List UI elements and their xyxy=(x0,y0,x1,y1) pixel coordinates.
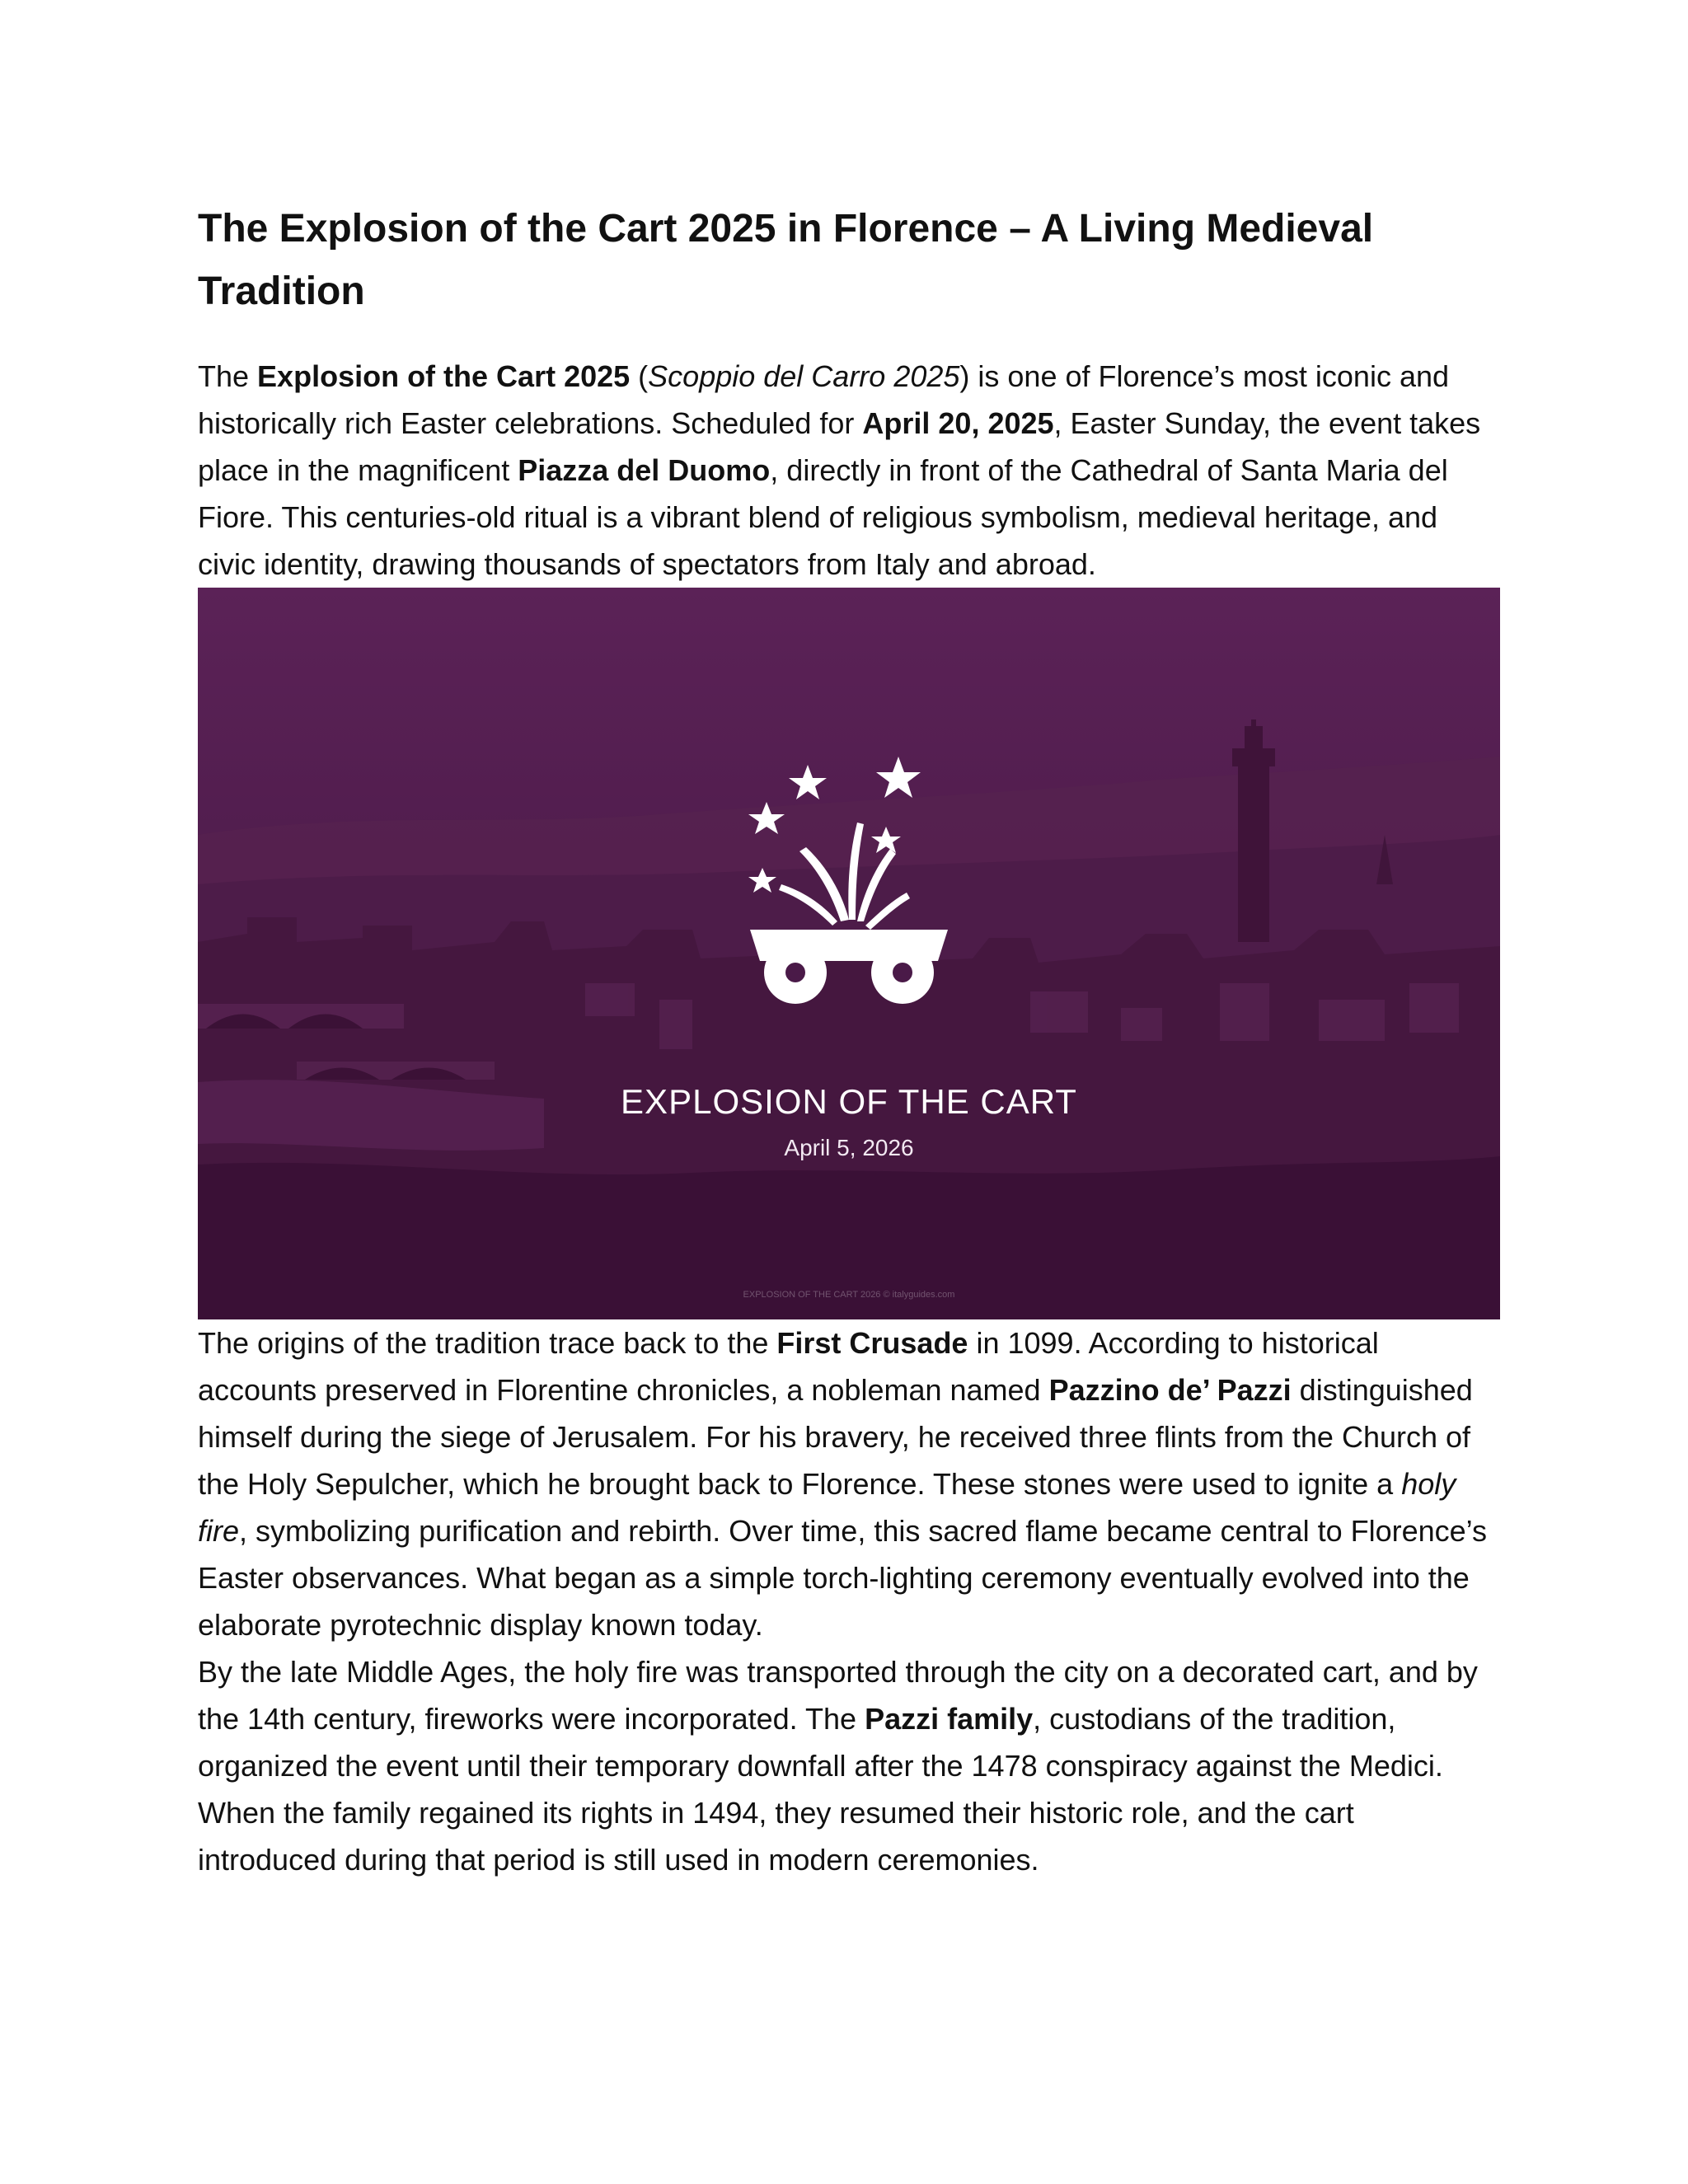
fireworks-cart-icon xyxy=(717,757,981,1004)
middle-ages-paragraph: By the late Middle Ages, the holy fire was transported through the city on a decorated cart, and by the 14th century, fireworks were incorporated. The Pazzi family, custodians of the tradition, organized the event until their temporary downfall after the 1478 conspiracy against the Medici. When the family regained its rights in 1494, they resumed their historic role, and the cart introduced during that period is still used in modern ceremonies. xyxy=(198,1655,1478,1877)
origins-paragraph: The origins of the tradition trace back to the First Crusade in 1099. According to historical accounts preserved in Florentine chronicles, a nobleman named Pazzino de’ Pazzi distinguished himself during the siege of Jerusalem. For his bravery, he received three flints from the Church of the Holy Sepulcher, which he brought back to Florence. These stones were used to ignite a holy fire, symbolizing purification and rebirth. Over time, this sacred flame became central to Florence’s Easter observances. What began as a simple torch-lighting ceremony eventually evolved into the elaborate pyrotechnic display known today. xyxy=(198,1326,1488,1642)
holy-fire-italic: holy fire xyxy=(198,1467,1456,1548)
hero-date: April 5, 2026 xyxy=(784,1135,914,1160)
intro-paragraph: The Explosion of the Cart 2025 (Scoppio del Carro 2025) is one of Florence’s most iconic and historically rich Easter celebrations. Scheduled for April 20, 2025, Easter Sunday, the event takes place in the magnificent Piazza del Duomo, directly in front of the Cathedral of Santa Maria del Fiore. This centuries-old ritual is a vibrant blend of religious symbolism, medieval heritage, and civic identity, drawing thousands of spectators from Italy and abroad. xyxy=(198,359,1481,581)
italian-name-italic: Scoppio del Carro 2025 xyxy=(648,359,960,393)
location-bold: Piazza del Duomo xyxy=(518,453,771,487)
hero-image xyxy=(198,588,1500,1319)
hero-title: EXPLOSION OF THE CART xyxy=(621,1082,1077,1121)
first-crusade-bold: First Crusade xyxy=(776,1326,968,1360)
article-title: The Explosion of the Cart 2025 in Florence – A Living Medieval Tradition xyxy=(198,207,1374,313)
event-date-bold: April 20, 2025 xyxy=(862,406,1054,440)
hero-watermark: EXPLOSION OF THE CART 2026 © italyguides.com xyxy=(743,1290,955,1300)
event-name-bold: Explosion of the Cart 2025 xyxy=(257,359,631,393)
article xyxy=(198,198,1500,1883)
pazzi-family-bold: Pazzi family xyxy=(865,1702,1034,1736)
pazzino-bold: Pazzino de’ Pazzi xyxy=(1048,1373,1292,1407)
